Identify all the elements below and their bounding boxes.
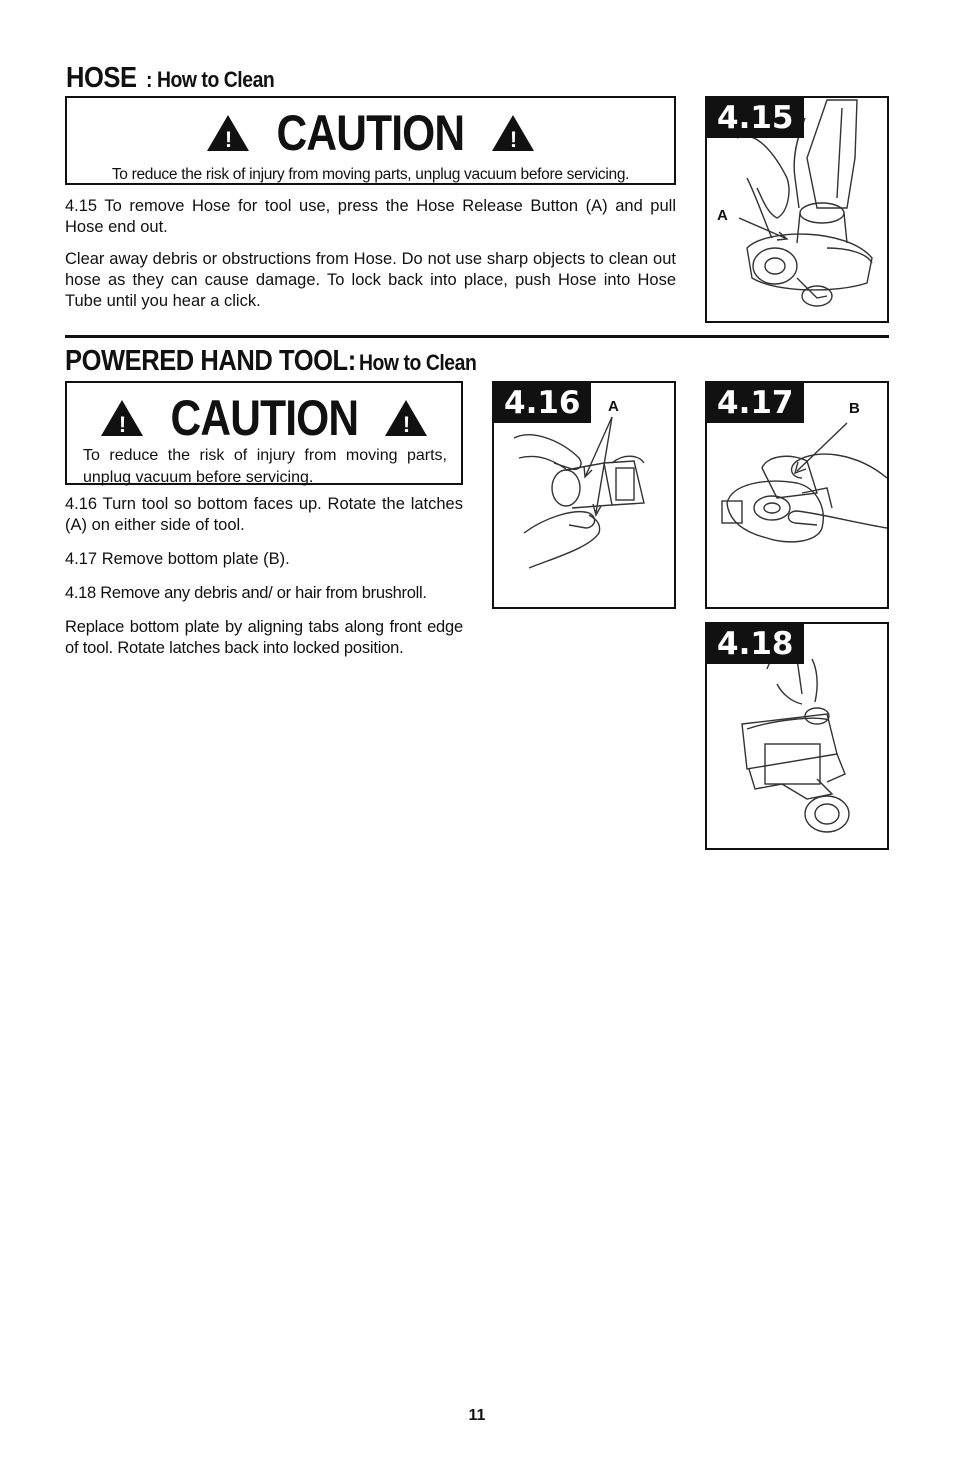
figure-4-18 bbox=[705, 622, 889, 850]
svg-text:!: ! bbox=[224, 127, 232, 152]
warning-triangle-icon bbox=[100, 399, 144, 437]
tool-heading bbox=[65, 345, 493, 378]
figure-label-4-18: 4.18 bbox=[707, 624, 804, 664]
hose-caution-text: To reduce the risk of injury from moving parts, unplug vacuum before servicing. bbox=[111, 166, 630, 183]
section-divider bbox=[65, 335, 889, 338]
hose-caution-box bbox=[65, 96, 676, 185]
figure-4-16 bbox=[492, 381, 676, 609]
tool-paragraph-2: 4.17 Remove bottom plate (B). bbox=[65, 550, 290, 568]
callout-a: A bbox=[717, 207, 728, 224]
figure-4-17 bbox=[705, 381, 889, 609]
callout-b: B bbox=[849, 400, 860, 417]
svg-text:!: ! bbox=[509, 127, 517, 152]
tool-caution-title: CAUTION bbox=[170, 390, 358, 446]
callout-a: A bbox=[608, 398, 619, 415]
figure-label-4-15: 4.15 bbox=[707, 98, 804, 138]
hose-paragraph-1: 4.15 To remove Hose for tool use, press the Hose Release Button (A) and pull Hose end out. bbox=[65, 197, 676, 236]
tool-paragraph-4: Replace bottom plate by aligning tabs along front edge of tool. Rotate latches back into locked position. bbox=[65, 618, 463, 657]
page-number: 11 bbox=[468, 1407, 486, 1424]
hose-heading-subtitle: : How to Clean bbox=[146, 67, 275, 92]
tool-heading-title: POWERED HAND TOOL: bbox=[65, 345, 356, 377]
svg-text:!: ! bbox=[118, 412, 125, 437]
figure-4-15 bbox=[705, 96, 889, 323]
hose-heading bbox=[66, 62, 292, 95]
tool-paragraph-1: 4.16 Turn tool so bottom faces up. Rotate the latches (A) on either side of tool. bbox=[65, 495, 463, 534]
tool-caution-box bbox=[65, 381, 463, 485]
hose-caution-title-row bbox=[67, 105, 674, 161]
tool-paragraph-3: 4.18 Remove any debris and/ or hair from brushroll. bbox=[65, 584, 427, 602]
warning-triangle-icon bbox=[384, 399, 428, 437]
figure-label-4-16: 4.16 bbox=[494, 383, 591, 423]
tool-caution-title-row bbox=[67, 390, 461, 446]
tool-heading-subtitle: How to Clean bbox=[359, 350, 477, 375]
svg-text:!: ! bbox=[403, 412, 410, 437]
hose-heading-title: HOSE bbox=[66, 62, 137, 94]
warning-triangle-icon bbox=[206, 114, 250, 152]
warning-triangle-icon bbox=[491, 114, 535, 152]
hose-caution-title: CAUTION bbox=[276, 105, 465, 161]
tool-caution-text: To reduce the risk of injury from moving parts, unplug vacuum before servicing. bbox=[83, 447, 447, 486]
figure-label-4-17: 4.17 bbox=[707, 383, 804, 423]
hose-paragraph-2: Clear away debris or obstructions from Hose. Do not use sharp objects to clean out hose as they can cause damage. To lock back into place, push Hose into Hose Tube until you hear a click. bbox=[65, 250, 676, 310]
